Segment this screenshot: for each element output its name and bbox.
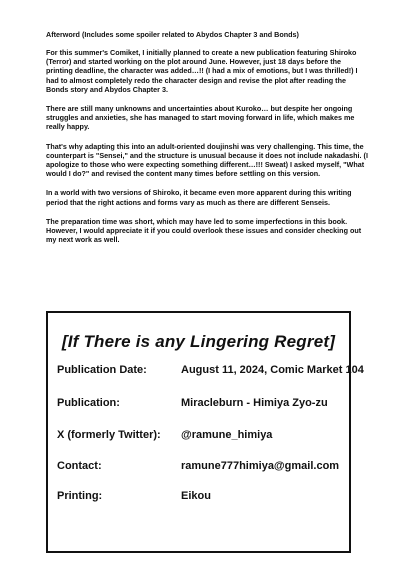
afterword-paragraph: For this summer's Comiket, I initially planned to create a new publication featuring Shiroko (Terror) and started working on the plot around June. However, just 18 days before the printing deadline, the character was added…!! (I had a mix of emotions, but I was thrilled!) I had to almost completely redo the character design and revise the plot after reading the Bonds story and Abydos Chapter 3. (46, 48, 358, 94)
colophon-row-printing (57, 490, 343, 506)
publication-date-value: August 11, 2024, Comic Market 104 (181, 364, 364, 376)
printing-value: Eikou (181, 490, 211, 502)
twitter-handle: @ramune_himiya (181, 429, 273, 441)
publication-date-label: Publication Date: (57, 364, 147, 376)
afterword-paragraph: That's why adapting this into an adult-oriented doujinshi was very challenging. This time, the counterpart is "Sensei," and the structure is unusual because it does not include nakadashi. (I apologize to those who were expecting something different…!!! Sweat) I asked myself, "What would I do?" and revised the content many times before settling on this version. (46, 141, 368, 179)
printing-label: Printing: (57, 490, 103, 502)
afterword-section (46, 30, 368, 254)
colophon-title: [If There is any Lingering Regret] (61, 332, 336, 351)
afterword-paragraph: There are still many unknowns and uncertainties about Kuroko… but despite her ongoing struggles and anxieties, she has managed to start moving forward in life, which makes me really happy. (46, 104, 355, 132)
afterword-paragraph: In a world with two versions of Shiroko, it became even more apparent during this writing period that the right actions and forms vary as much as there are different Senseis. (46, 188, 352, 207)
contact-email: ramune777himiya@gmail.com (181, 460, 340, 472)
publication-label: Publication: (57, 397, 120, 409)
colophon-row-contact (57, 460, 343, 476)
publication-value: Miracleburn - Himiya Zyo-zu (181, 397, 328, 409)
colophon-row-twitter (57, 429, 343, 445)
twitter-label: X (formerly Twitter): (57, 429, 161, 441)
colophon-box (46, 311, 364, 553)
contact-label: Contact: (57, 460, 102, 472)
afterword-title: Afterword (Includes some spoiler related to Abydos Chapter 3 and Bonds) (46, 30, 299, 39)
colophon-row-publication (57, 397, 343, 413)
afterword-paragraph: The preparation time was short, which may have led to some imperfections in this book. However, I would appreciate it if you could overlook these issues and consider checking out my next work as well. (46, 216, 362, 245)
colophon-row-publication-date (57, 364, 364, 380)
